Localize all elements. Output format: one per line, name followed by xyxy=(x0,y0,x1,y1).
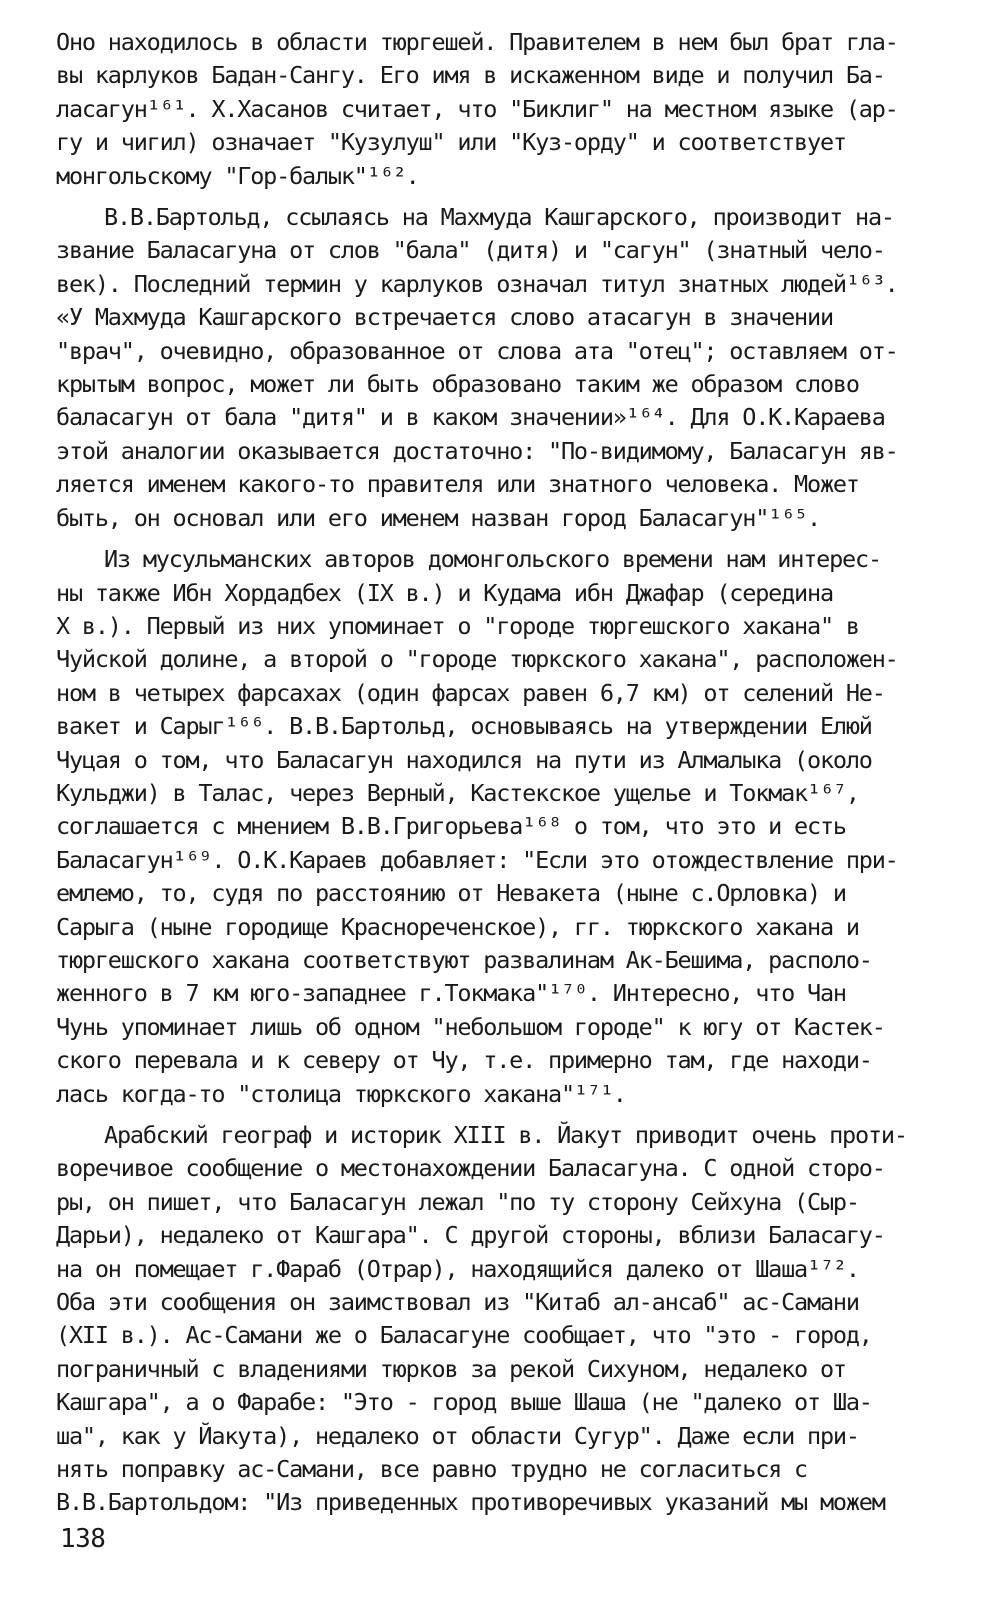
text-line: на он помещает г.Фараб (Отрар), находящийся далеко от Шаша¹⁷². xyxy=(56,1254,859,1283)
text-line: лась когда-то "столица тюркского хакана"¹⁷¹. xyxy=(56,1079,626,1108)
text-line: монгольскому "Гор-балык"¹⁶². xyxy=(56,161,419,190)
text-line: Оно находилось в области тюргешей. Правителем в нем был брат гла- xyxy=(56,28,898,56)
text-line: Из мусульманских авторов домонгольского времени нам интерес- xyxy=(104,545,881,574)
text-line: Баласагун¹⁶⁹. О.К.Караев добавляет: "Если это отождествление при- xyxy=(56,845,898,874)
text-line: быть, он основал или его именем назван город Баласагун"¹⁶⁵. xyxy=(56,503,820,532)
paragraph xyxy=(56,543,946,1111)
text-line: В.В.Бартольд, ссылаясь на Махмуда Кашгарского, производит на- xyxy=(104,203,894,232)
text-line: гу и чигил) означает "Кузулуш" или "Куз-орду" и соответствует xyxy=(56,128,846,157)
text-line: пограничный с владениями тюрков за рекой Сихуном, недалеко от xyxy=(56,1354,846,1383)
paragraph xyxy=(56,1119,946,1520)
text-line: баласагун от бала "дитя" и в каком значении»¹⁶⁴. Для О.К.Караева xyxy=(56,403,885,432)
text-line: ласагун¹⁶¹. Х.Хасанов считает, что "Биклиг" на местном языке (ар- xyxy=(56,94,898,123)
text-line: Кульджи) в Талас, через Верный, Кастекское ущелье и Токмак¹⁶⁷, xyxy=(56,778,859,807)
text-line: вы карлуков Бадан-Сангу. Его имя в искаженном виде и получил Ба- xyxy=(56,61,885,90)
page-number: 138 xyxy=(60,1524,106,1554)
text-line: нять поправку ас-Самани, все равно трудно не согласиться с xyxy=(56,1455,807,1484)
text-line: ны также Ибн Хордадбех (IX в.) и Кудама ибн Джафар (середина xyxy=(56,578,833,607)
text-line: "врач", очевидно, образованное от слова ата "отец"; оставляем от- xyxy=(56,336,898,365)
text-line: Оба эти сообщения он заимствовал из "Китаб ал-ансаб" ас-Самани xyxy=(56,1288,859,1317)
text-line: (XII в.). Ас-Самани же о Баласагуне сообщает, что "это - город, xyxy=(56,1321,872,1350)
text-line: вакет и Сарыг¹⁶⁶. В.В.Бартольд, основываясь на утверждении Елюй xyxy=(56,712,872,741)
text-line: Дарьи), недалеко от Кашгара". С другой стороны, вблизи Баласагу- xyxy=(56,1221,885,1250)
document-body xyxy=(56,26,946,1520)
text-line: тюргешского хакана соответствуют развалинам Ак-Бешима, располо- xyxy=(56,945,872,974)
text-line: соглашается с мнением В.В.Григорьева¹⁶⁸ о том, что это и есть xyxy=(56,812,846,841)
text-line: Чунь упоминает лишь об одном "небольшом городе" к югу от Кастек- xyxy=(56,1012,885,1041)
text-line: Сарыга (ныне городище Краснореченское), гг. тюркского хакана и xyxy=(56,912,859,941)
paragraph xyxy=(56,26,946,193)
text-line: этой аналогии оказывается достаточно: "По-видимому, Баласагун яв- xyxy=(56,436,898,465)
text-line: звание Баласагуна от слов "бала" (дитя) и "сагун" (знатный чело- xyxy=(56,236,885,265)
text-line: век). Последний термин у карлуков означал титул знатных людей¹⁶³. xyxy=(56,269,898,298)
text-line: крытым вопрос, может ли быть образовано таким же образом слово xyxy=(56,370,859,399)
text-line: женного в 7 км юго-западнее г.Токмака"¹⁷⁰. Интересно, что Чан xyxy=(56,979,846,1008)
text-line: ского перевала и к северу от Чу, т.е. примерно там, где находи- xyxy=(56,1046,872,1075)
text-line: В.В.Бартольдом: "Из приведенных противоречивых указаний мы можем xyxy=(56,1488,885,1517)
text-line: ляется именем какого-то правителя или знатного человека. Может xyxy=(56,470,859,499)
text-line: емлемо, то, судя по расстоянию от Невакета (ныне с.Орловка) и xyxy=(56,879,846,908)
text-line: ша", как у Йакута), недалеко от области Сугур". Даже если при- xyxy=(56,1421,859,1450)
text-line: воречивое сообщение о местонахождении Баласагуна. С одной сторо- xyxy=(56,1154,885,1183)
text-line: ры, он пишет, что Баласагун лежал "по ту сторону Сейхуна (Сыр- xyxy=(56,1187,859,1216)
text-line: «У Махмуда Кашгарского встречается слово атасагун в значении xyxy=(56,303,833,332)
text-line: Арабский географ и историк XIII в. Йакут приводит очень проти- xyxy=(104,1121,907,1149)
text-line: ном в четырех фарсахах (один фарсах равен 6,7 км) от селений Не- xyxy=(56,678,885,707)
document-page xyxy=(56,26,946,1517)
paragraph xyxy=(56,201,946,535)
text-line: Кашгара", а о Фарабе: "Это - город выше Шаша (не "далеко от Ша- xyxy=(56,1388,872,1417)
text-line: X в.). Первый из них упоминает о "городе тюргешского хакана" в xyxy=(56,611,859,640)
text-line: Чуйской долине, а второй о "городе тюркского хакана", расположен- xyxy=(56,645,898,674)
text-line: Чуцая о том, что Баласагун находился на пути из Алмалыка (около xyxy=(56,745,872,774)
